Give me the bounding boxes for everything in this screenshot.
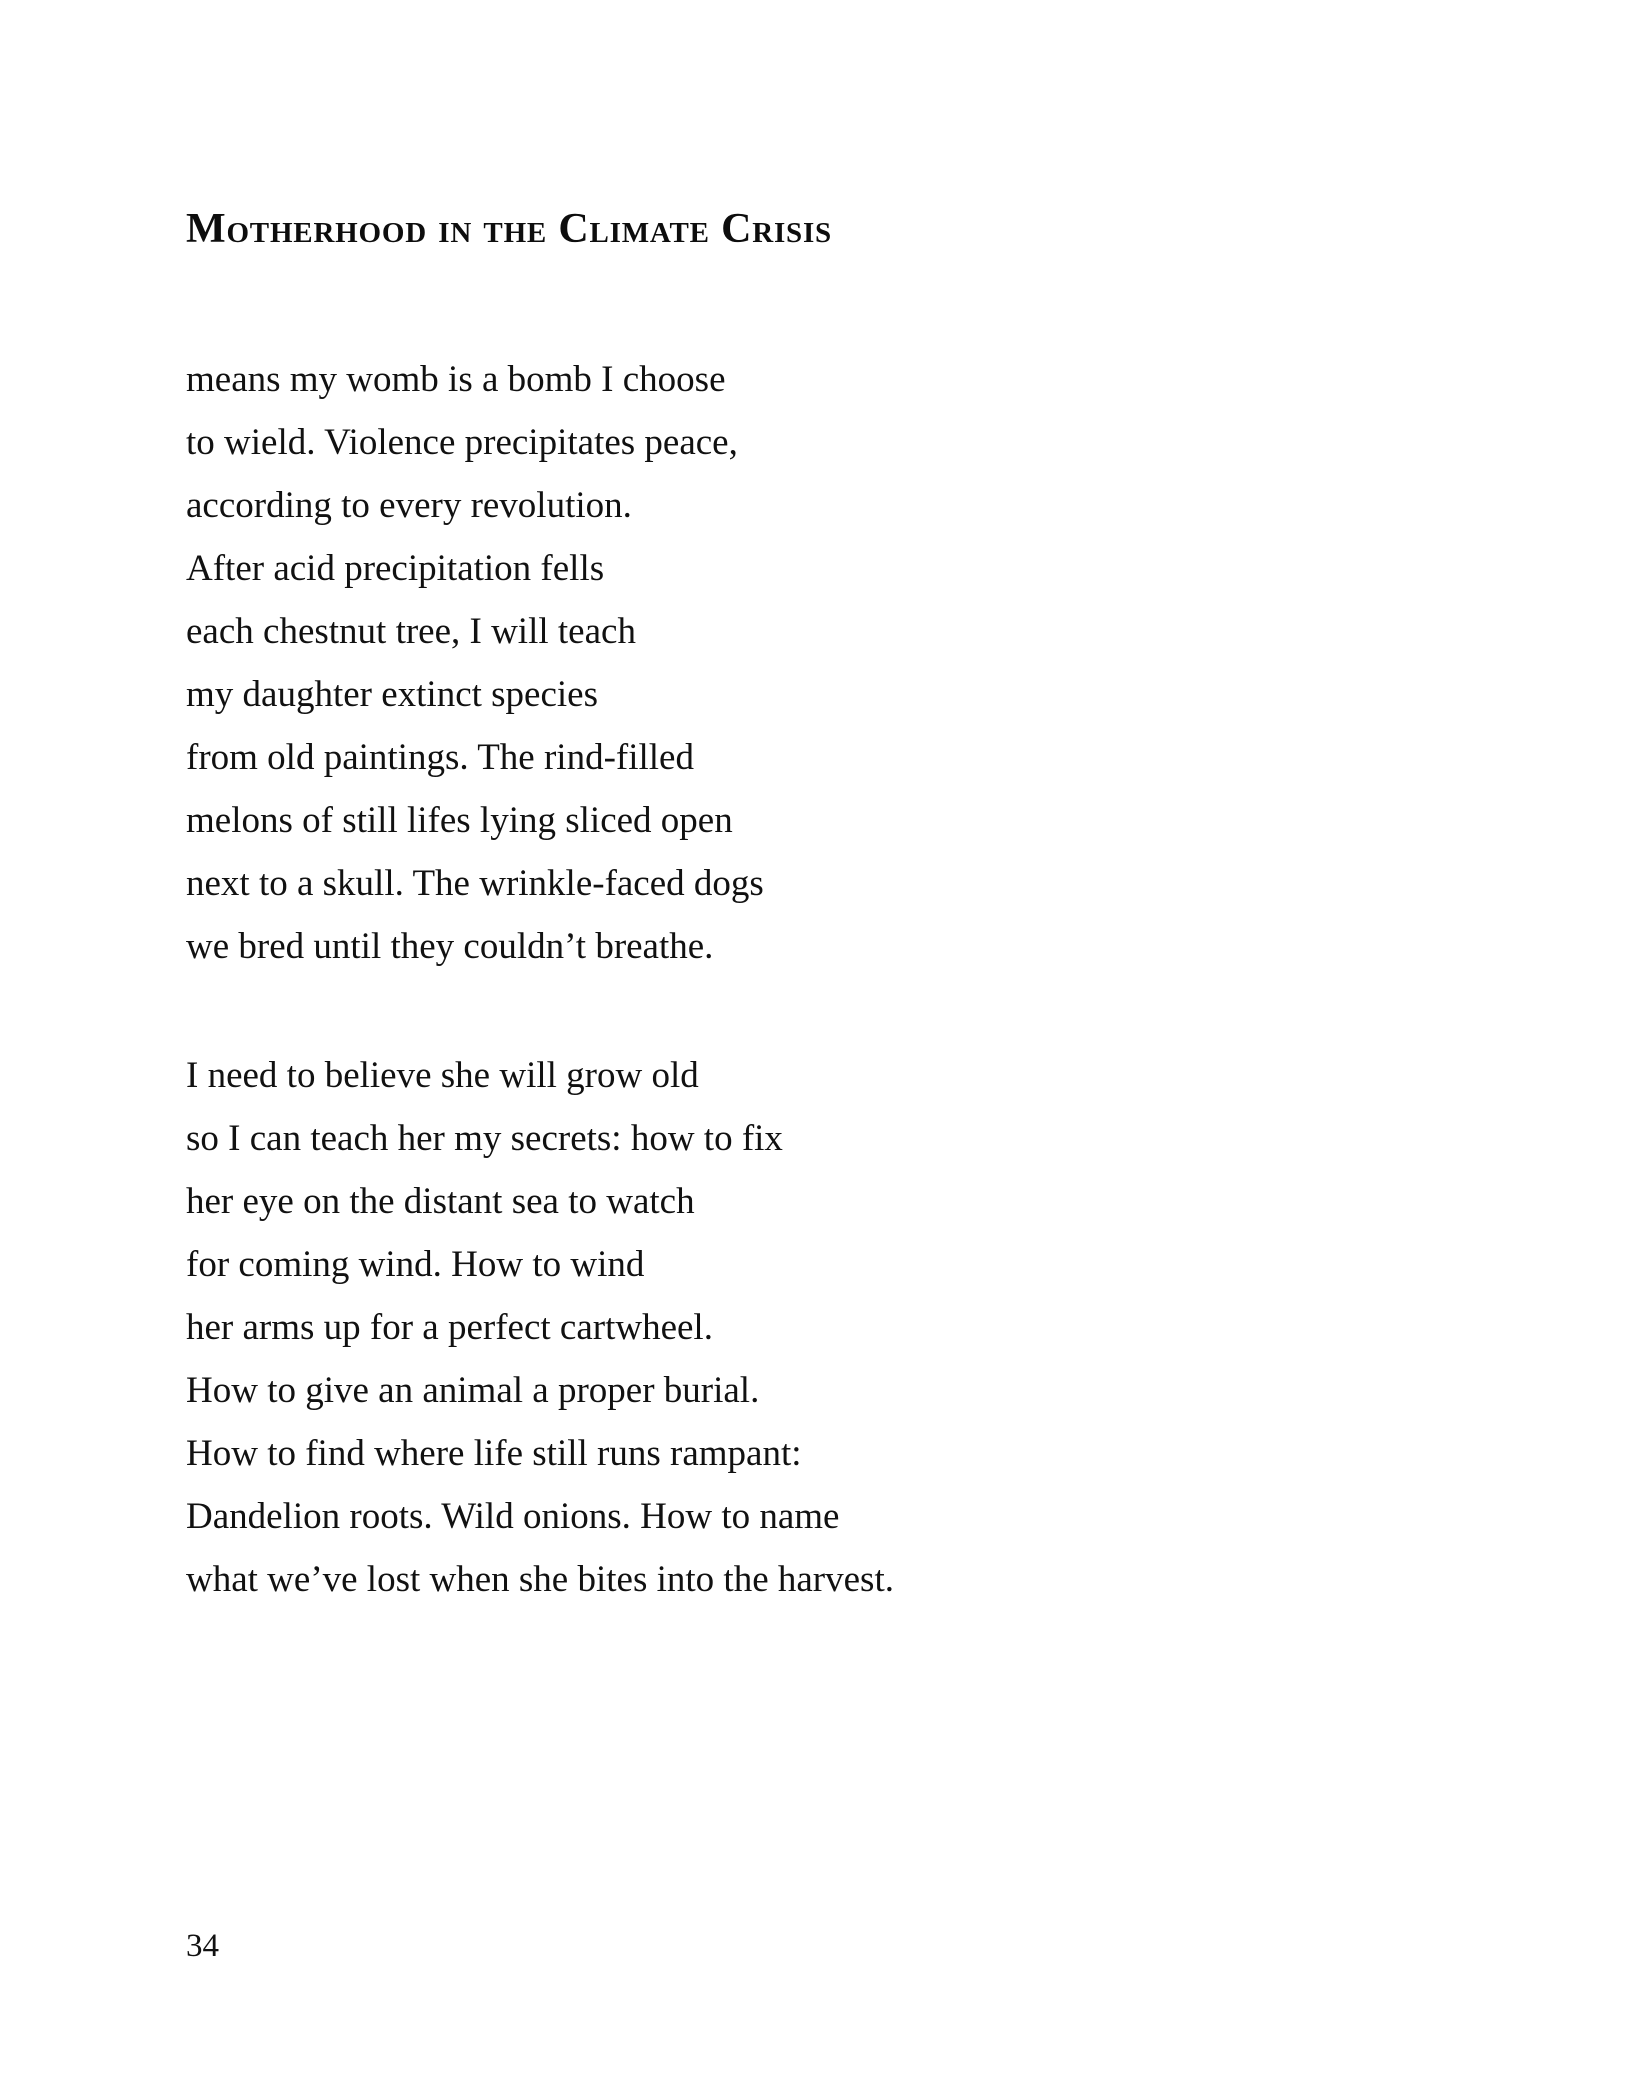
poem-line: we bred until they couldn’t breathe. <box>186 926 714 968</box>
poem-body <box>186 206 1466 1611</box>
poem-line: Dandelion roots. Wild onions. How to name <box>186 1496 840 1538</box>
poem-line: what we’ve lost when she bites into the harvest. <box>186 1559 894 1601</box>
page-number: 34 <box>186 1928 219 1964</box>
poem-line: according to every revolution. <box>186 485 632 527</box>
stanza-2 <box>186 1044 1466 1611</box>
poem-line: her arms up for a perfect cartwheel. <box>186 1307 713 1349</box>
poem-line: How to find where life still runs rampant: <box>186 1433 802 1475</box>
poem-line: to wield. Violence precipitates peace, <box>186 422 738 464</box>
poem-line: How to give an animal a proper burial. <box>186 1370 760 1412</box>
poem-line: each chestnut tree, I will teach <box>186 611 636 653</box>
poem-line: next to a skull. The wrinkle-faced dogs <box>186 863 764 905</box>
poem-line: her eye on the distant sea to watch <box>186 1181 695 1223</box>
poem-line: I need to believe she will grow old <box>186 1055 699 1097</box>
poem-line: for coming wind. How to wind <box>186 1244 645 1286</box>
page-title: Motherhood in the Climate Crisis <box>186 206 832 252</box>
poem-line: After acid precipitation fells <box>186 548 605 590</box>
poem-line: melons of still lifes lying sliced open <box>186 800 733 842</box>
poem-line: means my womb is a bomb I choose <box>186 359 726 401</box>
poem-line: so I can teach her my secrets: how to fix <box>186 1118 783 1160</box>
poem-line: my daughter extinct species <box>186 674 599 716</box>
stanza-1 <box>186 348 1466 978</box>
poem-line: from old paintings. The rind-filled <box>186 737 694 779</box>
